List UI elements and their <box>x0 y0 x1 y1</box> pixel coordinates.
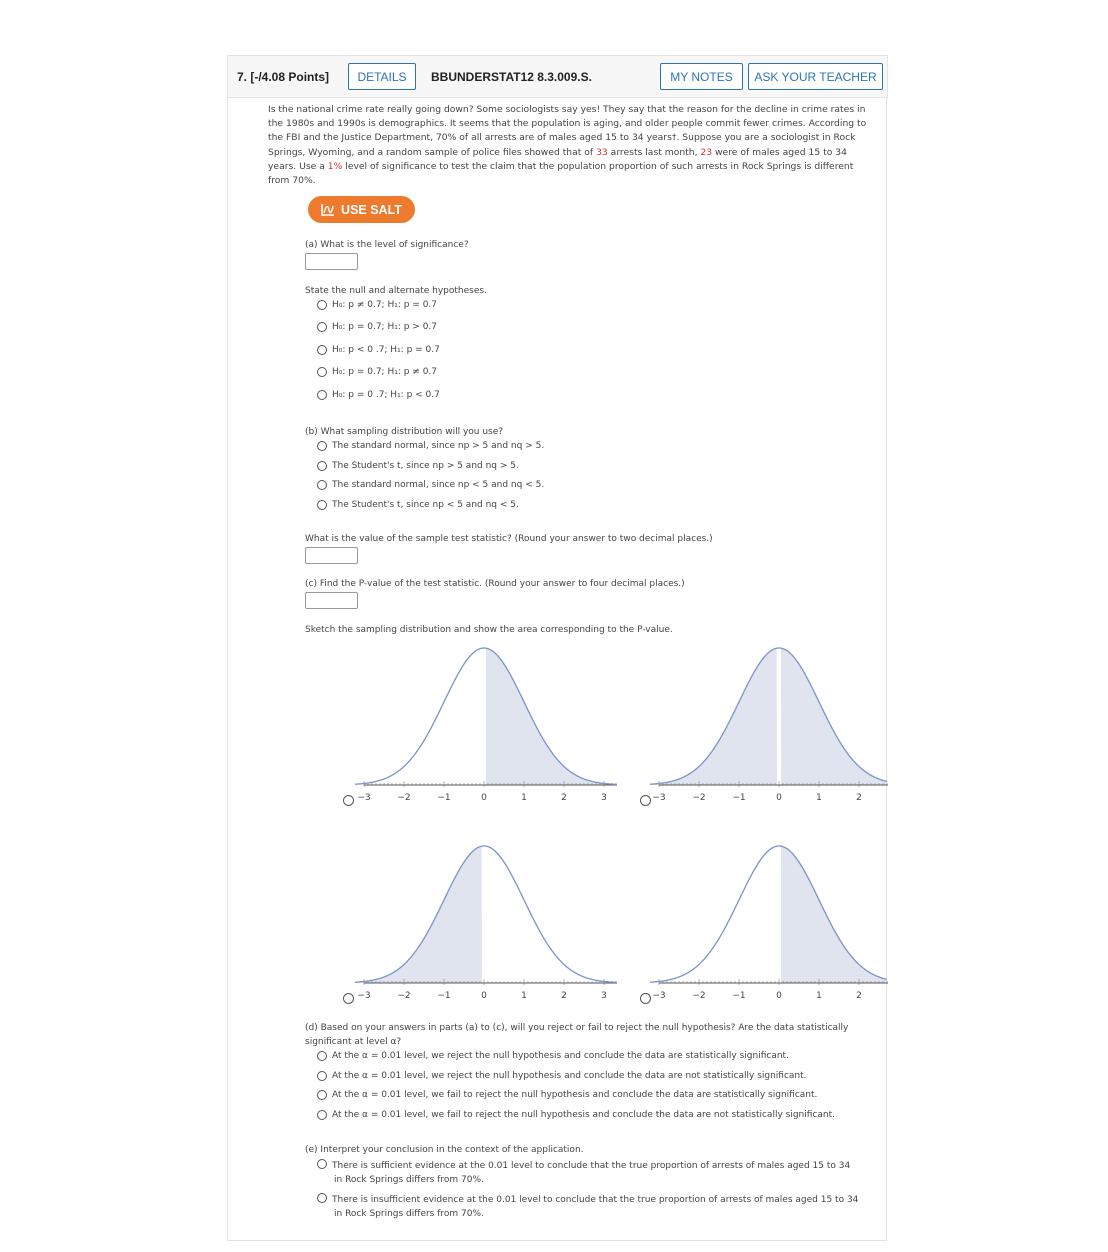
radio-button[interactable] <box>317 1193 327 1203</box>
significance-input[interactable] <box>305 253 358 270</box>
use-salt-button[interactable] <box>308 196 415 223</box>
tick-label: −3 <box>652 991 666 1001</box>
radio-button[interactable] <box>317 1159 327 1169</box>
graph-option-radio[interactable] <box>343 993 354 1004</box>
conclusion-option[interactable]: At the α = 0.01 level, we reject the null hypothesis and conclude the data are statistically significant. <box>317 1051 789 1061</box>
radio-button[interactable] <box>317 461 327 471</box>
my-notes-button[interactable]: MY NOTES <box>660 63 743 90</box>
radio-button[interactable] <box>317 1051 327 1061</box>
radio-button[interactable] <box>317 367 327 377</box>
tick-label: −3 <box>357 991 371 1001</box>
tick-label: 3 <box>601 793 607 803</box>
tick-label: −3 <box>357 793 371 803</box>
hypothesis-option[interactable]: H₀: p < 0 .7; H₁: p = 0.7 <box>317 345 440 355</box>
tick-label: 1 <box>521 793 527 803</box>
tick-label: 1 <box>521 991 527 1001</box>
hypothesis-option[interactable]: H₀: p = 0.7; H₁: p ≠ 0.7 <box>317 367 437 377</box>
conclusion-option[interactable]: At the α = 0.01 level, we fail to reject the null hypothesis and conclude the data are statistically significant. <box>317 1090 817 1100</box>
salt-chart-icon <box>321 203 335 216</box>
arrests-count: 33 <box>596 146 608 158</box>
interpretation-option[interactable]: There is sufficient evidence at the 0.01 level to conclude that the true proportion of arrests of males aged 15 to 34 in Rock Springs differs from 70%. <box>317 1159 850 1187</box>
part-d-question-line2: significant at level α? <box>305 1037 402 1047</box>
details-button[interactable]: DETAILS <box>348 63 416 90</box>
conclusion-option[interactable]: At the α = 0.01 level, we fail to reject the null hypothesis and conclude the data are not statistically significant. <box>317 1110 835 1120</box>
graph-option-radio[interactable] <box>343 795 354 806</box>
tick-label: −1 <box>732 793 746 803</box>
shaded-area <box>486 648 616 785</box>
significance-level: 1% <box>327 160 343 172</box>
radio-button[interactable] <box>317 500 327 510</box>
graph-right-tail-2[interactable] <box>650 838 888 1008</box>
distribution-option[interactable]: The Student's t, since np < 5 and nq < 5. <box>317 500 519 510</box>
tick-label: 2 <box>856 793 862 803</box>
test-statistic-question: What is the value of the sample test statistic? (Round your answer to two decimal places.) <box>305 534 713 544</box>
graph-left-tail[interactable] <box>355 838 617 1008</box>
problem-statement: Is the national crime rate really going down? Some sociologists say yes! They say that the reason for the decline in crime rates in the 1980s and 1990s is demographics. It seems that the population is aging, and older people commit fewer crimes. According to the FBI and the Justice Department, 70% of all arrests are of males aged 15 to 34 years†. Suppose you are a sociologist in Rock Springs, Wyoming, and a random sample of police files showed that of 33 arrests last month, 23 were of males aged 15 to 34 years. Use a 1% level of significance to test the claim that the population proportion of such arrests in Rock Springs is different from 70%. <box>268 104 867 187</box>
tick-label: 3 <box>601 991 607 1001</box>
radio-button[interactable] <box>317 390 327 400</box>
radio-button[interactable] <box>317 345 327 355</box>
tick-label: −2 <box>397 793 411 803</box>
hypothesis-option[interactable]: H₀: p = 0.7; H₁: p > 0.7 <box>317 322 437 332</box>
distribution-option[interactable]: The standard normal, since np > 5 and nq > 5. <box>317 441 544 451</box>
question-number: 7. [-/4.08 Points] <box>237 70 330 84</box>
part-e-question: (e) Interpret your conclusion in the context of the application. <box>305 1145 584 1155</box>
radio-button[interactable] <box>317 1090 327 1100</box>
radio-button[interactable] <box>317 441 327 451</box>
interpretation-option[interactable]: There is insufficient evidence at the 0.01 level to conclude that the true proportion of arrests of males aged 15 to 34 in Rock Springs differs from 70%. <box>317 1193 858 1221</box>
normal-curve <box>355 648 616 784</box>
tick-label: 0 <box>776 991 782 1001</box>
normal-curve <box>355 846 616 982</box>
part-b-question: (b) What sampling distribution will you use? <box>305 427 504 437</box>
tick-label: −1 <box>732 991 746 1001</box>
hypotheses-prompt: State the null and alternate hypotheses. <box>305 286 487 296</box>
tick-label: −1 <box>437 793 451 803</box>
radio-button[interactable] <box>317 322 327 332</box>
males-count: 23 <box>700 146 713 158</box>
tick-label: 0 <box>481 991 487 1001</box>
sketch-prompt: Sketch the sampling distribution and show the area corresponding to the P-value. <box>305 625 673 635</box>
tick-label: 2 <box>856 991 862 1001</box>
conclusion-option[interactable]: At the α = 0.01 level, we reject the null hypothesis and conclude the data are not statistically significant. <box>317 1071 807 1081</box>
graph-two-tail[interactable] <box>650 640 888 810</box>
radio-button[interactable] <box>317 1071 327 1081</box>
p-value-input[interactable] <box>305 592 358 609</box>
tick-label: 2 <box>561 793 567 803</box>
radio-button[interactable] <box>317 480 327 490</box>
tick-label: −2 <box>397 991 411 1001</box>
tick-label: −2 <box>692 991 706 1001</box>
tick-label: −1 <box>437 991 451 1001</box>
tick-label: −2 <box>692 793 706 803</box>
tick-label: 0 <box>481 793 487 803</box>
graph-right-tail[interactable] <box>355 640 617 810</box>
hypothesis-option[interactable]: H₀: p = 0 .7; H₁: p < 0.7 <box>317 390 440 400</box>
question-header <box>227 55 888 98</box>
salt-label: USE SALT <box>341 202 402 217</box>
tick-label: 0 <box>776 793 782 803</box>
test-statistic-input[interactable] <box>305 547 358 564</box>
shaded-area <box>781 648 887 785</box>
shaded-area <box>781 846 887 983</box>
part-c-question: (c) Find the P-value of the test statistic. (Round your answer to four decimal places.) <box>305 579 685 589</box>
shaded-area <box>355 846 482 983</box>
distribution-option[interactable]: The Student's t, since np > 5 and nq > 5. <box>317 461 519 471</box>
part-d-question-line1: (d) Based on your answers in parts (a) to (c), will you reject or fail to reject the null hypothesis? Are the data statistically <box>305 1023 849 1033</box>
radio-button[interactable] <box>317 300 327 310</box>
ask-teacher-button[interactable]: ASK YOUR TEACHER <box>748 63 883 90</box>
tick-label: 1 <box>816 793 822 803</box>
part-a-question: (a) What is the level of significance? <box>305 240 469 250</box>
tick-label: −3 <box>652 793 666 803</box>
hypothesis-option[interactable]: H₀: p ≠ 0.7; H₁: p = 0.7 <box>317 300 437 310</box>
question-code: BBUNDERSTAT12 8.3.009.S. <box>431 70 592 84</box>
shaded-area <box>650 648 777 785</box>
tick-label: 1 <box>816 991 822 1001</box>
tick-label: 2 <box>561 991 567 1001</box>
distribution-option[interactable]: The standard normal, since np < 5 and nq < 5. <box>317 480 544 490</box>
radio-button[interactable] <box>317 1110 327 1120</box>
